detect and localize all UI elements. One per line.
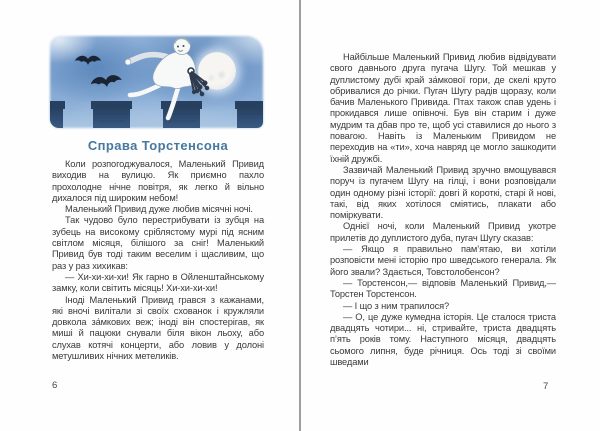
story-paragraph: — Якщо я правильно пам’ятаю, ви хотіли розповісти мені історію про шведського генерала. Як його звали? Здається, Товстолобенсон? bbox=[330, 244, 556, 277]
story-paragraph: Так чудово було перестрибувати із зубця на зубець на високому сріблястому мурі під ясним світлом місяця, білішого за сніг! Маленький Привид був тоді таким веселим і щасливим, що раз у раз хихикав: bbox=[52, 215, 264, 271]
keys-graphic bbox=[188, 68, 209, 96]
castle-battlements-graphic bbox=[50, 101, 263, 128]
story-paragraph: Коли розпогоджувалося, Маленький Привид виходив на вулицю. Як приємно пахло прохолодне нічне повітря, як легко й вільно дихалося під широким небом! bbox=[52, 159, 264, 203]
chapter-title: Справа Торстенсона bbox=[87, 138, 229, 153]
story-paragraph: — І що з ним трапилося? bbox=[343, 300, 450, 311]
story-paragraph: Маленький Привид дуже любив місячні ночі. bbox=[65, 204, 253, 215]
page-number-right: 7 bbox=[543, 381, 549, 392]
page-gutter-divider bbox=[299, 0, 301, 431]
story-paragraph: Іноді Маленький Привид грався з кажанами, які вночі вилітали зі своїх схованок і кружляли довкола за́мкових веж; іноді він спостерігав, як миші й пацюки снували біля вікон льоху, або слухав котячі концерти, або ловив у долоні метушливих нічних метеликів. bbox=[52, 294, 264, 362]
story-paragraph: — Хи-хи-хи-хи! Як гарно в Ойленштайнському замку, коли світить місяць! Хи-хи-хи-хи! bbox=[52, 271, 264, 294]
story-paragraph: Зазвичай Маленький Привид зручно вмощувався поруч із пугачем Шугу на гілці, і вони розповідали один одному різні історії: довгі й короткі, старі й нові, такі, від яких хотілося сміятись, плакати або поміркувати. bbox=[330, 164, 556, 221]
story-paragraph: Однієї ночі, коли Маленький Привид укотре прилетів до дуплистого дуба, пугач Шугу сказав: bbox=[330, 221, 556, 243]
page-number-left: 6 bbox=[52, 380, 58, 391]
story-paragraph: — О, це дуже кумедна історія. Це сталося триста двадцять чотири... ні, стривайте, триста двадцять п’ять років тому. Наступного місяця, двадцять сьомого липня, буде річниця. Ось тоді зі своїми шведами bbox=[330, 311, 556, 368]
chapter-illustration bbox=[50, 36, 263, 128]
right-page-text bbox=[330, 52, 556, 368]
bat-icon bbox=[75, 56, 123, 89]
story-paragraph: — Торстенсон,— відповів Маленький Привид,— Торстен Торстенсон. bbox=[330, 277, 556, 300]
left-page-text bbox=[52, 159, 264, 362]
ghost-and-castle-graphic bbox=[50, 36, 263, 128]
story-paragraph: Найбільше Маленький Привид любив відвідувати свого давнього друга пугача Шугу. Той мешкав у дуплистому дубі край за́мкової гори, де скелі круто обривалися до річки. Пугач Шугу радів щоразу, коли бачив Маленького Привида. Птах також спав удень і прокидався лише опівночі. Був він старим і дуже мудрим та дбав про те, щоб усі ставилися до нього з повагою. Навіть із Маленьким Привидом не переходив на «ти», хоча навряд це могло зашкодити їхній дружбі. bbox=[330, 52, 556, 164]
